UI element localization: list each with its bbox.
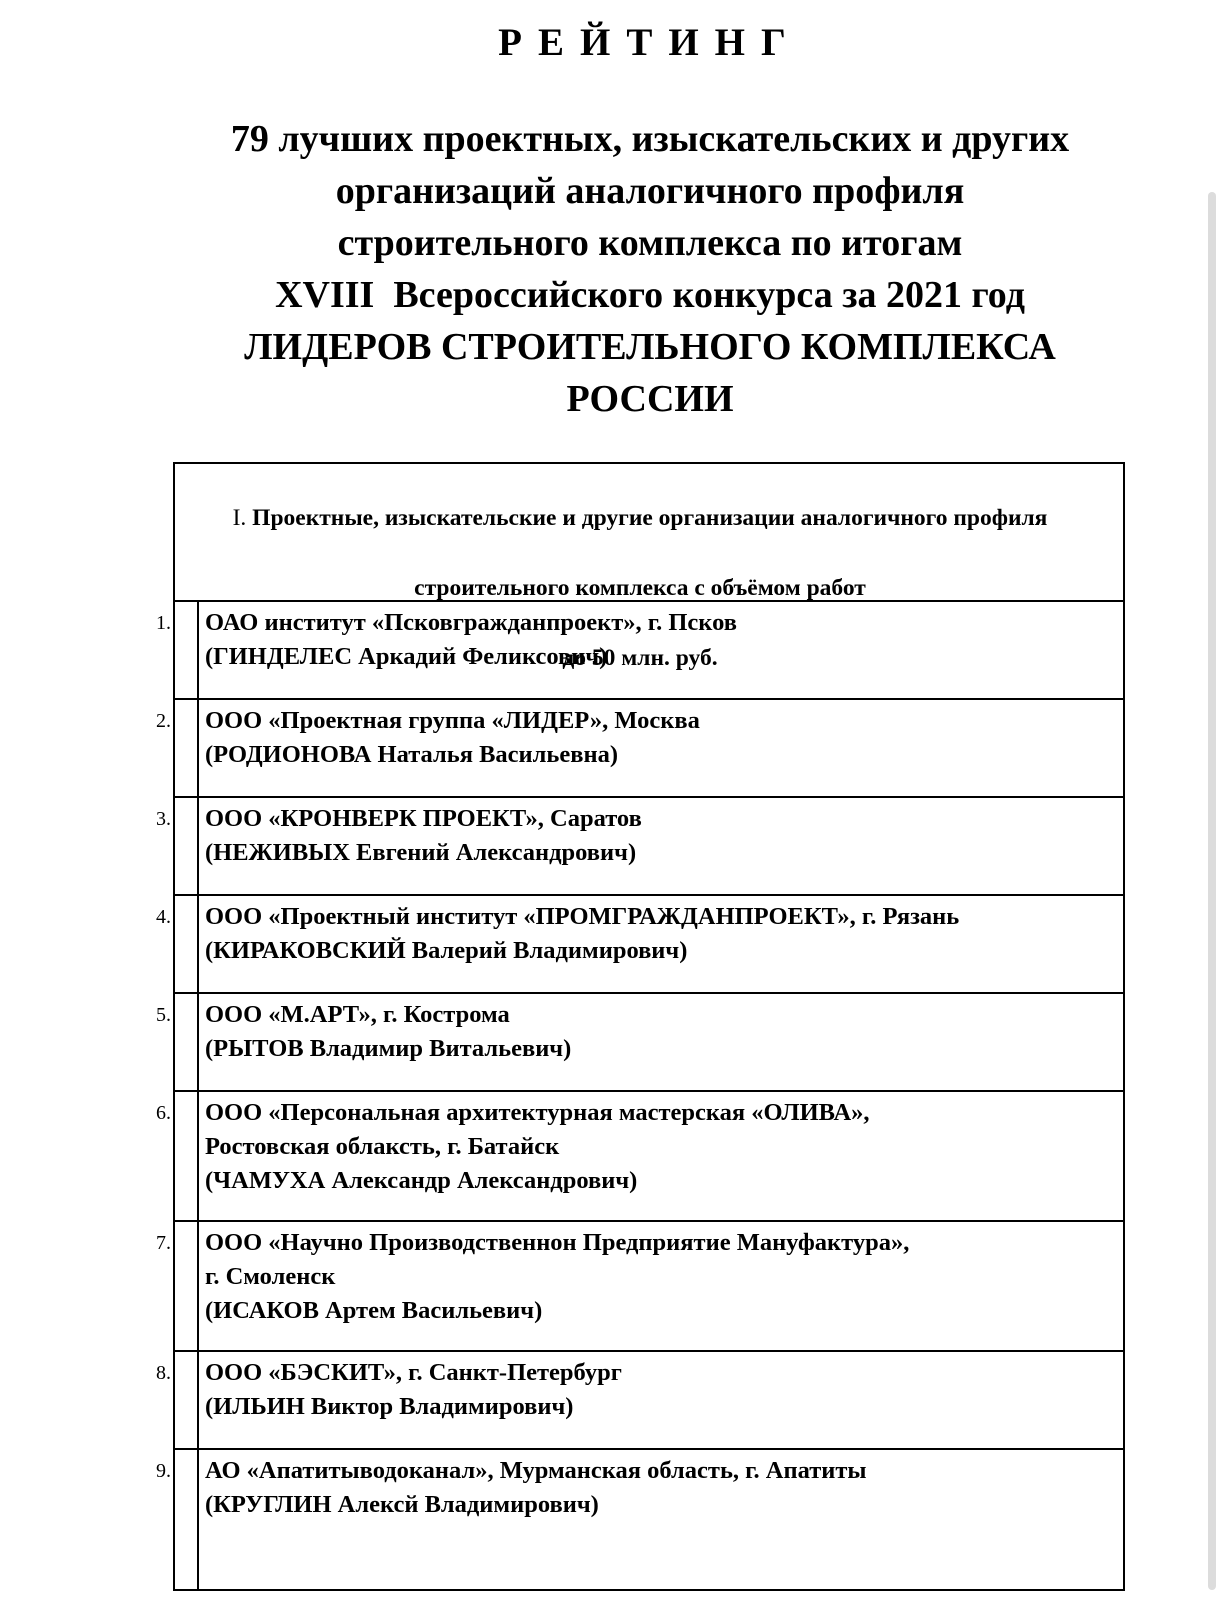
table-row xyxy=(156,602,1123,700)
document-subtitle xyxy=(0,113,1218,425)
organization-line: (РЫТОВ Владимир Витальевич) xyxy=(205,1035,572,1062)
organization-line: (КИРАКОВСКИЙ Валерий Владимирович) xyxy=(205,937,688,964)
organization-line: (ИЛЬИН Виктор Владимирович) xyxy=(205,1393,574,1420)
section-title-line: до 50 млн. руб. xyxy=(562,645,718,671)
organization-entry xyxy=(205,1454,1105,1522)
organization-entry xyxy=(205,802,1105,870)
organization-line: (ЧАМУХА Александр Александрович) xyxy=(205,1167,638,1194)
table-row xyxy=(156,994,1123,1092)
row-number: 4. xyxy=(156,906,171,928)
organization-line: ООО «БЭСКИТ», г. Санкт-Петербург xyxy=(205,1359,622,1386)
organization-entry xyxy=(205,1356,1105,1424)
row-number: 8. xyxy=(156,1362,171,1384)
organization-line: (КРУГЛИН Алексй Владимирович) xyxy=(205,1491,599,1518)
organization-line: (НЕЖИВЫХ Евгений Александрович) xyxy=(205,839,637,866)
organization-line: г. Смоленск xyxy=(205,1263,336,1290)
table-row xyxy=(156,1352,1123,1450)
row-number: 5. xyxy=(156,1004,171,1026)
row-number: 3. xyxy=(156,808,171,830)
organization-entry xyxy=(205,1226,1105,1328)
organization-line: (ГИНДЕЛЕС Аркадий Феликсович) xyxy=(205,643,608,670)
document-title: РЕЙТИНГ xyxy=(498,21,802,64)
table-row xyxy=(156,896,1123,994)
organization-entry xyxy=(205,606,1105,674)
subtitle-line: ЛИДЕРОВ СТРОИТЕЛЬНОГО КОМПЛЕКСА xyxy=(244,326,1056,368)
row-number: 7. xyxy=(156,1232,171,1254)
section-roman-numeral: I. xyxy=(232,505,253,531)
table-row xyxy=(156,1450,1123,1589)
organization-entry xyxy=(205,704,1105,772)
organization-line: ООО «Научно Производственнон Предприятие Мануфактура», xyxy=(205,1229,910,1256)
organization-entry xyxy=(205,1096,1105,1198)
subtitle-line: строительного комплекса по итогам xyxy=(337,222,963,264)
table-row xyxy=(156,1222,1123,1352)
section-title-line: Проектные, изыскательские и другие организации аналогичного профиля xyxy=(252,505,1048,531)
scrollbar[interactable] xyxy=(1208,192,1216,1590)
organization-entry xyxy=(205,900,1105,968)
organization-line: ОАО институт «Псковгражданпроект», г. Псков xyxy=(205,609,737,636)
subtitle-line: 79 лучших проектных, изыскательских и других xyxy=(230,118,1070,160)
organization-line: (РОДИОНОВА Наталья Васильевна) xyxy=(205,741,618,768)
organization-line: ООО «Персональная архитектурная мастерская «ОЛИВА», xyxy=(205,1099,870,1126)
row-number: 2. xyxy=(156,710,171,732)
organization-line: (ИСАКОВ Артем Васильевич) xyxy=(205,1297,543,1324)
table-row xyxy=(156,798,1123,896)
organization-line: АО «Апатитыводоканал», Мурманская область, г. Апатиты xyxy=(205,1457,867,1484)
organization-line: ООО «Проектный институт «ПРОМГРАЖДАНПРОЕКТ», г. Рязань xyxy=(205,903,960,930)
row-number: 9. xyxy=(156,1460,171,1482)
organization-line: ООО «М.АРТ», г. Кострома xyxy=(205,1001,510,1028)
section-title-line: строительного комплекса с объёмом работ xyxy=(414,575,866,601)
row-number: 1. xyxy=(156,612,171,634)
table-row xyxy=(156,1092,1123,1222)
subtitle-line: РОССИИ xyxy=(566,378,734,420)
rating-table xyxy=(156,462,1125,1591)
subtitle-line: XVIII Всероссийского конкурса за 2021 год xyxy=(275,274,1025,316)
subtitle-line: организаций аналогичного профиля xyxy=(335,170,965,212)
row-number: 6. xyxy=(156,1102,171,1124)
organization-line: Ростовская облаксть, г. Батайск xyxy=(205,1133,560,1160)
table-row xyxy=(156,700,1123,798)
organization-line: ООО «Проектная группа «ЛИДЕР», Москва xyxy=(205,707,700,734)
organization-line: ООО «КРОНВЕРК ПРОЕКТ», Саратов xyxy=(205,805,642,832)
organization-entry xyxy=(205,998,1105,1066)
